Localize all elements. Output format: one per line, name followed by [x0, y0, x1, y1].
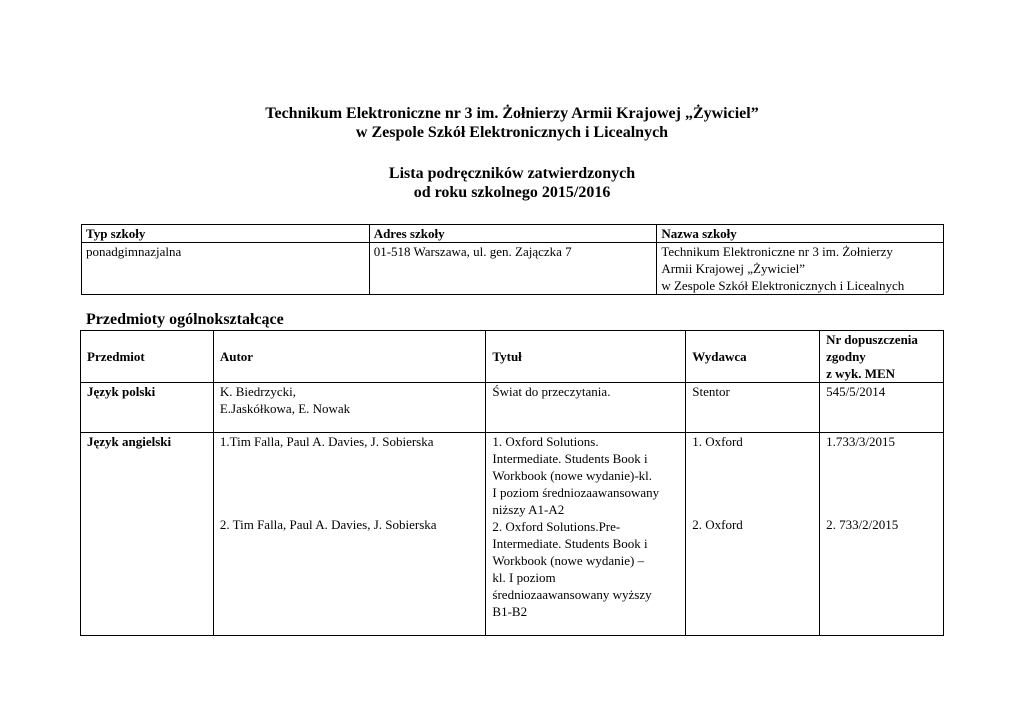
title-line: 2. Oxford Solutions.Pre- — [492, 519, 621, 534]
title-cell — [486, 433, 686, 636]
section-title: Przedmioty ogólnokształcące — [86, 311, 284, 328]
title-cell: Świat do przeczytania. — [486, 383, 686, 433]
approval-cell: 545/5/2014 — [820, 383, 944, 433]
subject-header: Przedmiot — [81, 331, 214, 383]
school-title-line-1: Technikum Elektroniczne nr 3 im. Żołnierzy Armii Krajowej „Żywiciel” — [265, 105, 759, 122]
approval-header-line: Nr dopuszczenia — [826, 332, 918, 347]
textbooks-header-row — [81, 331, 944, 383]
school-name-line: Technikum Elektroniczne nr 3 im. Żołnierzy — [661, 244, 893, 259]
title-line: 1. Oxford Solutions. — [492, 434, 599, 449]
approval-cell — [820, 433, 944, 636]
title-line: Workbook (nowe wydanie)-kl. — [492, 468, 653, 483]
author-line: 1.Tim Falla, Paul A. Davies, J. Sobierska — [219, 434, 434, 449]
publisher-cell — [686, 433, 820, 636]
list-title — [0, 164, 1024, 202]
school-title-line-2: w Zespole Szkół Elektronicznych i Licealnych — [355, 124, 669, 141]
approval-header-line: zgodny — [826, 349, 866, 364]
school-title — [0, 104, 1024, 142]
title-line: B1-B2 — [492, 604, 528, 619]
school-name-header: Nazwa szkoły — [657, 225, 944, 243]
school-info-header-row — [82, 225, 944, 243]
approval-header — [820, 331, 944, 383]
textbooks-table — [80, 330, 944, 636]
publisher-header: Wydawca — [686, 331, 820, 383]
author-cell — [213, 433, 486, 636]
title-header: Tytuł — [486, 331, 686, 383]
subject-name: Język polski — [81, 383, 214, 433]
subject-name: Język angielski — [81, 433, 214, 636]
author-header: Autor — [213, 331, 486, 383]
publisher-line: 1. Oxford — [692, 434, 743, 449]
school-name-line: w Zespole Szkół Elektronicznych i Licealnych — [661, 278, 905, 293]
list-title-line-1: Lista podręczników zatwierdzonych — [388, 165, 636, 182]
approval-header-line: z wyk. MEN — [826, 366, 896, 381]
author-line: 2. Tim Falla, Paul A. Davies, J. Sobierska — [219, 517, 437, 532]
title-line: I poziom średniozaawansowany — [492, 485, 660, 500]
school-type-header: Typ szkoły — [82, 225, 370, 243]
school-info-row — [82, 243, 944, 295]
title-line: kl. I poziom — [492, 570, 556, 585]
spacer — [220, 483, 482, 516]
spacer — [220, 450, 482, 483]
spacer — [692, 450, 815, 483]
publisher-cell: Stentor — [686, 383, 820, 433]
approval-line: 2. 733/2/2015 — [826, 517, 899, 532]
list-title-line-2: od roku szkolnego 2015/2016 — [413, 184, 611, 201]
spacer — [826, 450, 939, 483]
school-address-value: 01-518 Warszawa, ul. gen. Zajączka 7 — [369, 243, 657, 295]
school-address-header: Adres szkoły — [369, 225, 657, 243]
table-row — [81, 383, 944, 433]
title-line: niższy A1-A2 — [492, 502, 565, 517]
title-line: Intermediate. Students Book i — [492, 451, 648, 466]
school-name-value — [657, 243, 944, 295]
publisher-line: 2. Oxford — [692, 517, 743, 532]
title-line: Workbook (nowe wydanie) – — [492, 553, 645, 568]
school-info-table — [81, 224, 944, 295]
school-name-line: Armii Krajowej „Żywiciel” — [661, 261, 805, 276]
author-line: E.Jaskółkowa, E. Nowak — [219, 401, 351, 416]
title-line: Intermediate. Students Book i — [492, 536, 648, 551]
approval-line: 1.733/3/2015 — [826, 434, 896, 449]
school-type-value: ponadgimnazjalna — [82, 243, 370, 295]
title-line: średniozaawansowany wyższy — [492, 587, 652, 602]
author-line: K. Biedrzycki, — [219, 384, 297, 399]
author-cell — [213, 383, 486, 433]
spacer — [826, 483, 939, 516]
table-row — [81, 433, 944, 636]
spacer — [692, 483, 815, 516]
